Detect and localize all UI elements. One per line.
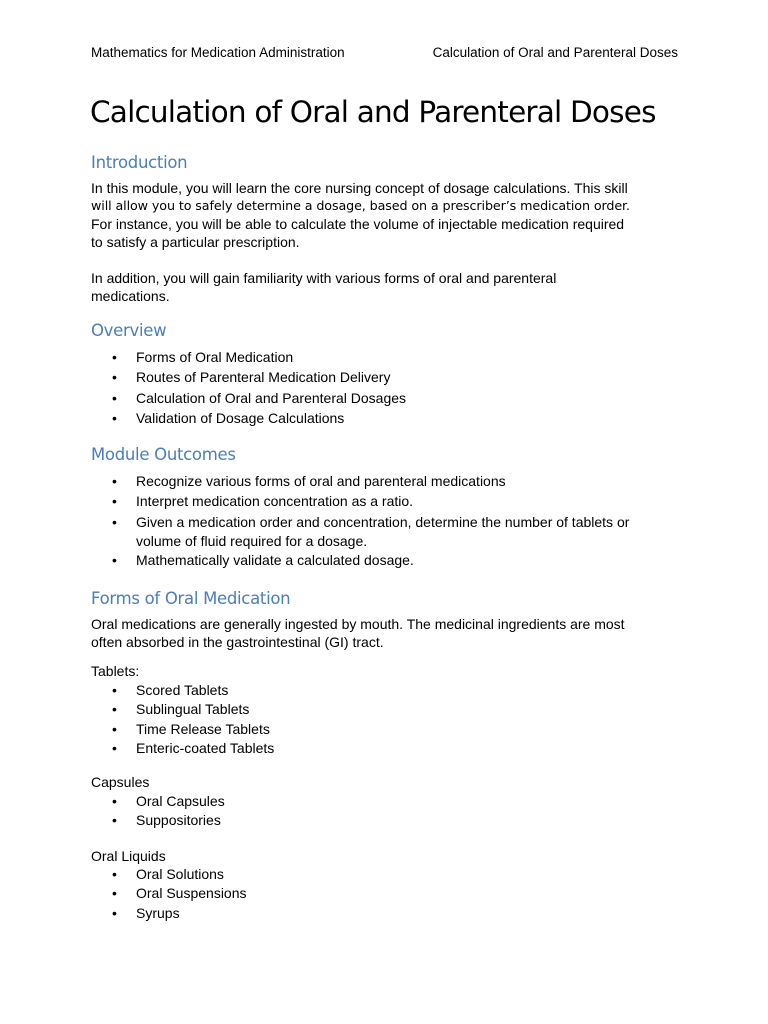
overview-list	[112, 347, 406, 429]
list-item: • Scored Tablets	[112, 681, 274, 700]
oral-liquids-list	[112, 865, 247, 923]
paragraph-line: In addition, you will gain familiarity with various forms of oral and parenteral	[91, 270, 557, 286]
list-item: • Forms of Oral Medication	[112, 347, 406, 367]
list-item: • Enteric-coated Tablets	[112, 739, 274, 758]
list-item: • Validation of Dosage Calculations	[112, 408, 406, 428]
list-item: • Routes of Parenteral Medication Delivery	[112, 367, 406, 387]
paragraph-line: Oral medications are generally ingested by mouth. The medicinal ingredients are most	[91, 616, 625, 632]
paragraph-line: For instance, you will be able to calculate the volume of injectable medication required	[91, 216, 625, 232]
forms-heading: Forms of Oral Medication	[91, 589, 291, 608]
list-item-line: • Given a medication order and concentration, determine the number of tablets or	[136, 513, 630, 530]
list-item: • Oral Solutions	[112, 865, 247, 884]
capsules-label: Capsules	[91, 774, 150, 790]
introduction-paragraph	[91, 179, 681, 251]
introduction-heading: Introduction	[91, 153, 188, 172]
forms-paragraph	[91, 615, 681, 651]
outcomes-list	[112, 471, 629, 571]
paragraph-line: will allow you to safely determine a dosage, based on a prescriber’s medication order.	[91, 198, 630, 213]
list-item: • Recognize various forms of oral and parenteral medications	[112, 471, 629, 491]
list-item: • Mathematically validate a calculated dosage.	[112, 550, 629, 570]
list-item: • Interpret medication concentration as a ratio.	[112, 491, 629, 511]
paragraph-line: to satisfy a particular prescription.	[91, 234, 300, 250]
capsules-list	[112, 792, 225, 831]
page-header	[91, 45, 678, 65]
tablets-label: Tablets:	[91, 663, 140, 679]
list-item: • Sublingual Tablets	[112, 700, 274, 719]
list-item: • Time Release Tablets	[112, 720, 274, 739]
list-item: • Oral Suspensions	[112, 884, 247, 903]
outcomes-heading: Module Outcomes	[91, 445, 236, 464]
paragraph-line: medications.	[91, 288, 170, 304]
list-item: • Suppositories	[112, 811, 225, 830]
oral-liquids-label: Oral Liquids	[91, 848, 166, 864]
list-item-line: volume of fluid required for a dosage.	[136, 533, 368, 550]
list-item: • Syrups	[112, 904, 247, 923]
header-right: Calculation of Oral and Parenteral Doses	[432, 45, 678, 60]
document-title: Calculation of Oral and Parenteral Doses	[90, 95, 656, 129]
paragraph-line: In this module, you will learn the core nursing concept of dosage calculations. This skill	[91, 180, 628, 196]
list-item	[112, 512, 629, 550]
paragraph-line: often absorbed in the gastrointestinal (GI) tract.	[91, 634, 384, 650]
header-left: Mathematics for Medication Administration	[91, 45, 345, 60]
list-item: • Calculation of Oral and Parenteral Dosages	[112, 388, 406, 408]
introduction-paragraph-2	[91, 269, 681, 305]
tablets-list	[112, 681, 274, 758]
list-item: • Oral Capsules	[112, 792, 225, 811]
overview-heading: Overview	[91, 321, 167, 340]
